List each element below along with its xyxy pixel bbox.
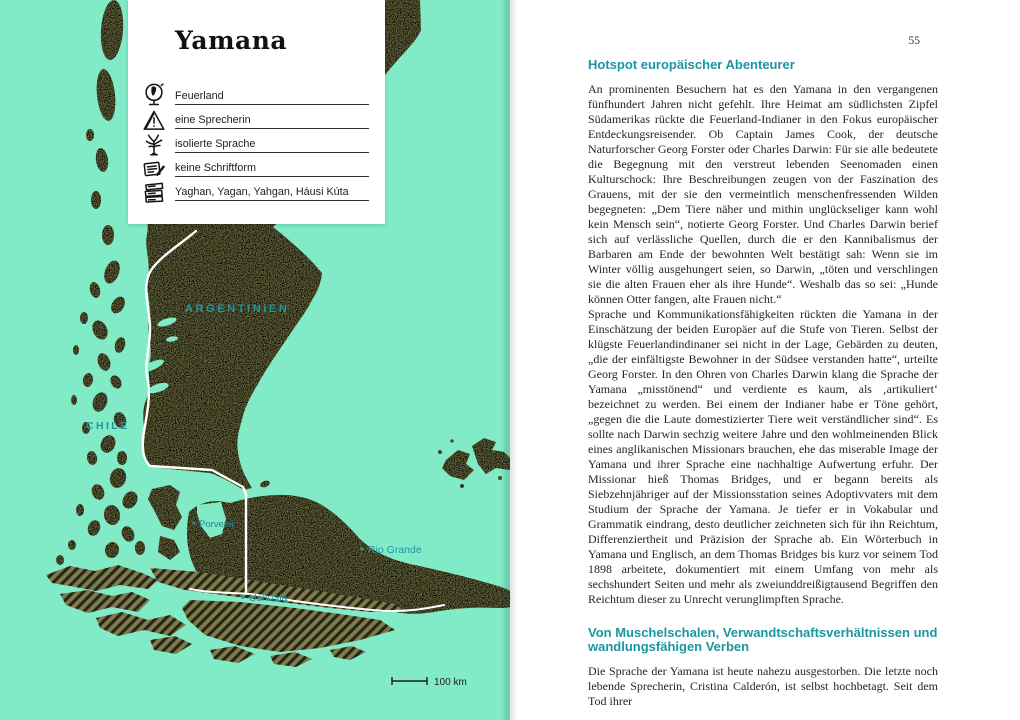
- city-label-porvenir: Porvenir: [199, 519, 235, 530]
- tree-icon: [141, 132, 167, 158]
- body-paragraph-1a: An prominenten Besuchern hat es den Yamana in den vergangenen fünfhundert Jahren nicht gefehlt. Ihre Heimat am südlichsten Zipfel Südamerikas rückte die Feuerland-Indianer in den Fokus europäischer Entdeckungsreisender. Ob Captain James Cook, der deutsche Naturforscher Georg Forster oder Charles Darwin: Für sie alle bedeutete die Begegnung mit den verstreut lebenden Seenomaden einen Kulturschock: Ihre Beschreibungen zeugen von der Faszination des Grauens, mit der sie den vermeintlich menschenfressenden Wilden begegneten: „Dem Tiere näher und mithin unglückseliger kann wohl kein Mensch sein“, notierte Georg Forster. Und Charles Darwin berief sich auf verlässliche Quellen, durch die er den Kannibalismus der Barbaren am Ende der bewohnten Welt bestätigt sah: Wenn sie im Winter völlig ausgehungert seien, so Darwin, „töten und verschlingen sie die alten Frauen eher als ihre Hunde“. Weshalb das so sei: „Hunde können Otter fangen, alte Frauen nicht.“: [588, 81, 938, 306]
- language-title: Yamana: [175, 26, 288, 55]
- city-rio-grande: [360, 544, 422, 556]
- body-paragraph-2: Die Sprache der Yamana ist heute nahezu ausgestorben. Die letzte noch lebende Sprecherin, Cristina Calderón, ist selbst hochbetagt. Seit dem Tod ihrer: [588, 663, 938, 708]
- globe-icon: [141, 82, 167, 108]
- section-heading-2: Von Muschelschalen, Verwandtschaftsverhältnissen und wandlungsfähigen Verben: [588, 624, 938, 654]
- city-label-rio-grande: Rio Grande: [368, 544, 422, 556]
- city-porvenir: [192, 519, 234, 530]
- body-paragraph-1b: Sprache und Kommunikationsfähigkeiten rückten die Yamana in der Einschätzung der beiden Europäer auf die Stufe von Tieren. Selbst der klügste Feuerlandindinaner sei nicht in der Lage, Gebärden zu deuten, „die der einfältigste Bewohner in der Südsee verstanden hatte“, urteilte Georg Forster. In den Ohren von Charles Darwin klang die Sprache der Yamana „misstönend“ und verdiente es kaum, als ‚artikuliert‘ bezeichnet zu werden. Bei einem der Indianer habe er Töne gehört, „gegen die die Laute domestizierter Tiere weit verständlicher sind“. Es sollte nach Darwin sechzig weitere Jahre und den wohlmeinenden Blick eines anglikanischen Missionars brauchen, ehe das miserable Image der Yamana und ihrer Sprache eine nachhaltige Aufwertung erfuhr. Der Missionar hieß Thomas Bridges, und er begann bereits als Siebzehnjähriger auf der Missionsstation seines Adoptivvaters mit dem Studium der Sprache der Yamana. Je tiefer er in Vokabular und Grammatik eindrang, desto deutlicher zeichneten sich für ihn Reichtum, Differenziertheit und Präzision der Sprache ab. Ein Wörterbuch in Yamana und Englisch, an dem Thomas Bridges bis kurz vor seinem Tod 1898 arbeitete, dokumentiert mit einem Umfang von mehr als sechshundert Seiten und mehr als zweiunddreißigtausend Begriffen den Reichtum dieser zu Unrecht verunglimpften Sprache.: [588, 306, 938, 606]
- map-scale-label: 100 km: [434, 677, 467, 688]
- warning-triangle-icon: [141, 108, 167, 134]
- city-label-ushuaia: Ushuaia: [249, 592, 288, 604]
- fact-row-script: keine Schriftform: [175, 160, 369, 177]
- fact-row-names: Yaghan, Yagan, Yahgan, Háusi Kúta: [175, 184, 369, 201]
- right-page-text: [510, 0, 1020, 720]
- fact-row-family: isolierte Sprache: [175, 136, 369, 153]
- fact-row-speakers: eine Sprecherin: [175, 112, 369, 129]
- fact-row-region: Feuerland: [175, 88, 369, 105]
- country-label-chile: CHILE: [86, 420, 130, 432]
- text-column: [588, 58, 938, 709]
- page-number: 55: [908, 35, 920, 47]
- section-heading-1: Hotspot europäischer Abenteurer: [588, 57, 795, 72]
- name-list-icon: [141, 179, 167, 205]
- language-infobox: [128, 0, 385, 224]
- city-ushuaia: [241, 592, 287, 604]
- country-label-argentinien: ARGENTINIEN: [185, 303, 290, 315]
